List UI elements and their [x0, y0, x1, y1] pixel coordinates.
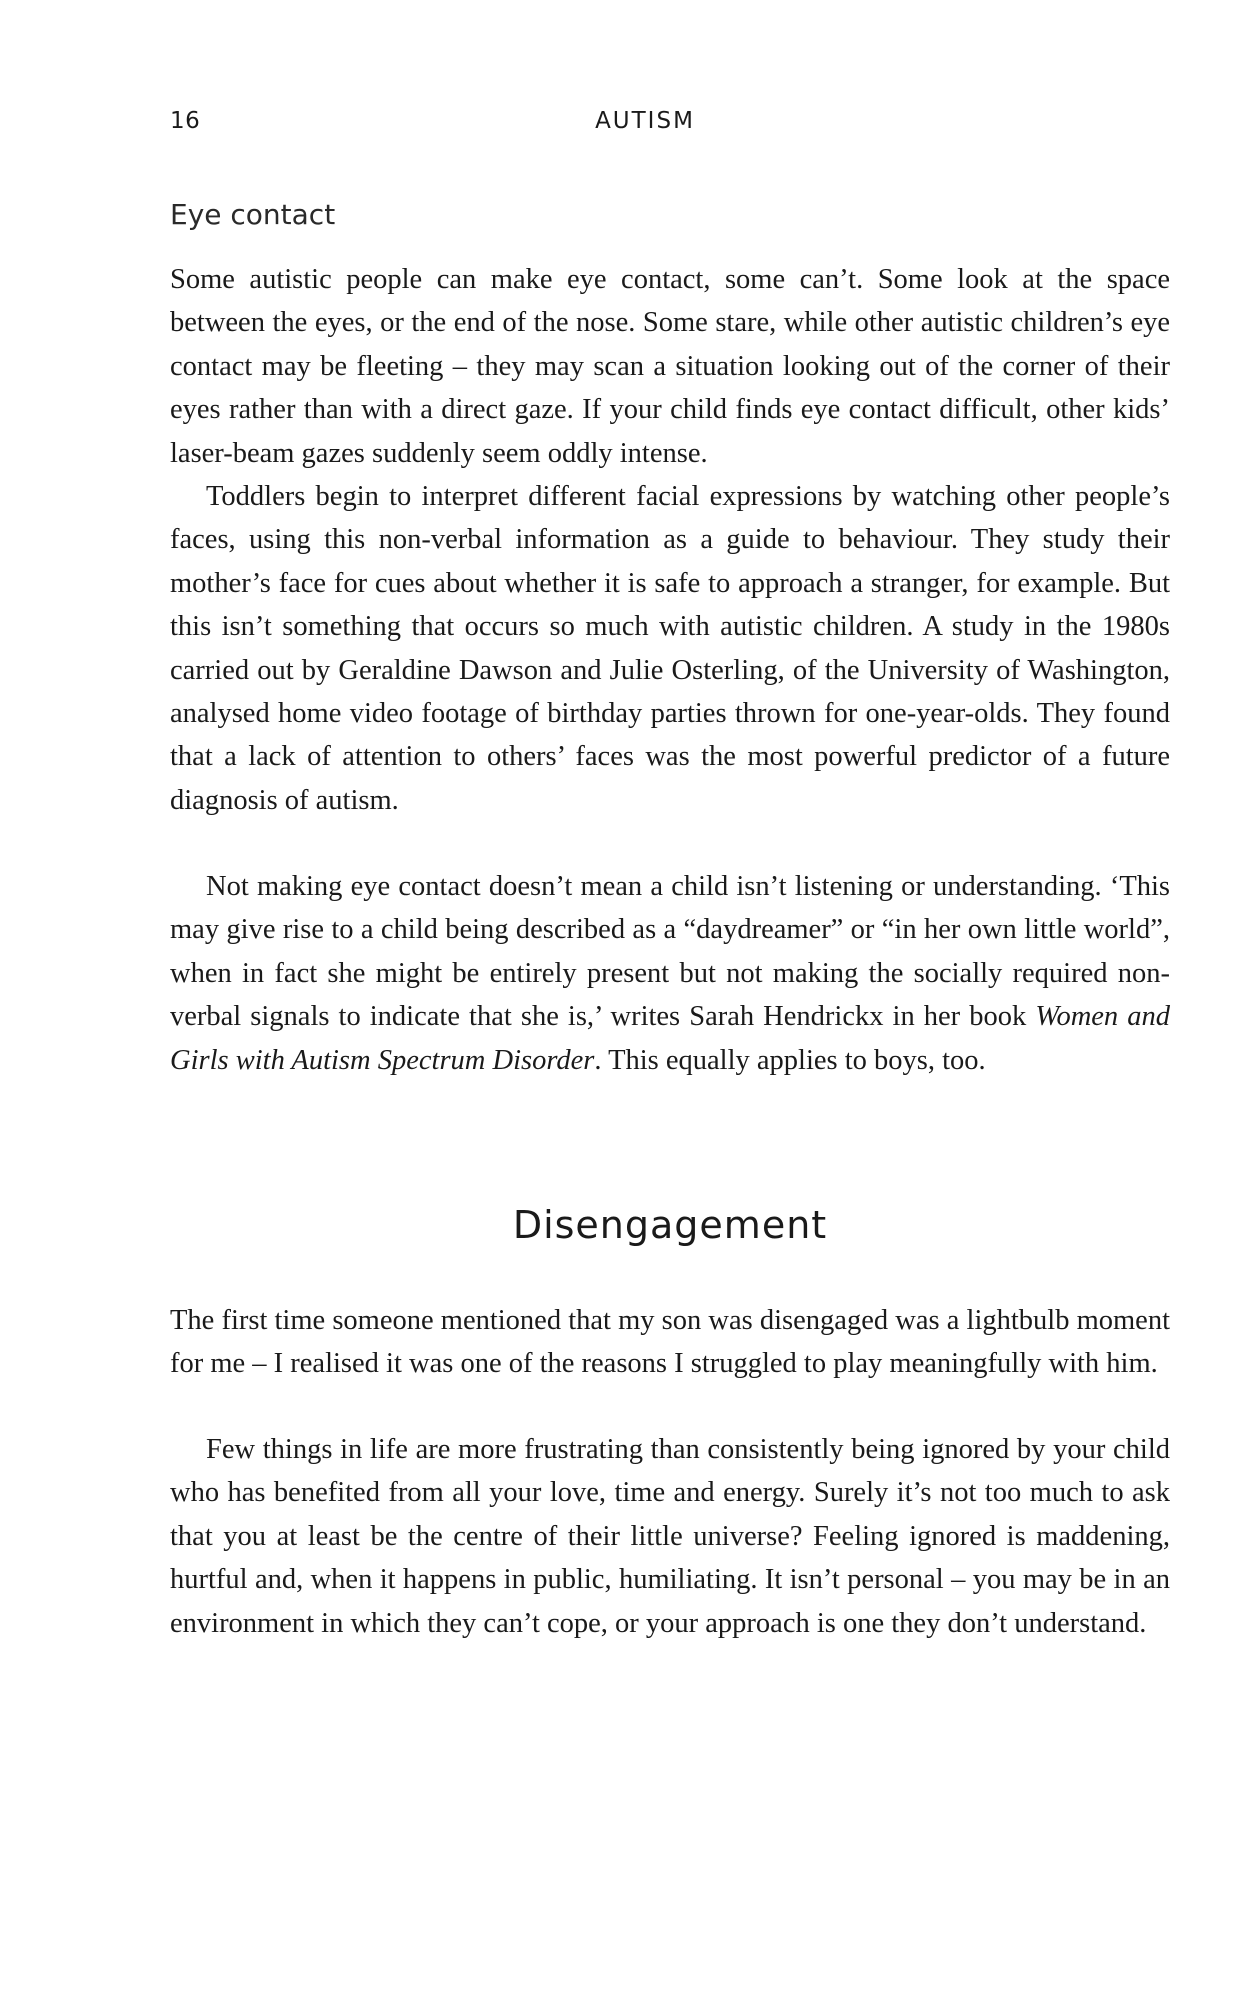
paragraph-text: . This equally applies to boys, too. — [594, 1044, 986, 1076]
page-number: 16 — [170, 108, 201, 134]
paragraph: Some autistic people can make eye contact, some can’t. Some look at the space between the eyes, or the end of the nose. Some stare, while other autistic children’s eye contact may be fleeting – they may scan a situation looking out of the corner of their eyes rather than with a direct gaze. If your child finds eye contact difficult, other kids’ laser-beam gazes suddenly seem oddly intense. — [170, 264, 1170, 469]
heading-disengagement: Disengagement — [512, 1203, 828, 1247]
running-title: AUTISM — [595, 108, 695, 134]
paragraph — [170, 865, 1170, 1082]
paragraph: Few things in life are more frustrating than consistently being ignored by your child who has benefited from all your love, time and energy. Surely it’s not too much to ask that you at least be the centre of their little universe? Feeling ignored is maddening, hurtful and, when it happens in public, humiliating. It isn’t personal – you may be in an environment in which they can’t cope, or your approach is one they don’t understand. — [170, 1434, 1170, 1639]
subheading-eye-contact: Eye contact — [170, 198, 336, 231]
running-header — [170, 108, 1170, 144]
paragraph-text: Not making eye contact doesn’t mean a child isn’t listening or understanding. ‘This may give rise to a child being described as a “daydreamer” or “in her own little world”, when in fact she might be entirely present but not making the socially required non-verbal signals to indicate that she is,’ writes Sarah Hendrickx in her book — [170, 871, 1170, 1033]
book-title: Women and Girls with Autism Spectrum Disorder — [170, 1001, 1171, 1076]
paragraph: Toddlers begin to interpret different facial expressions by watching other people’s faces, using this non-verbal information as a guide to behaviour. They study their mother’s face for cues about whether it is safe to approach a stranger, for example. But this isn’t something that occurs so much with autistic children. A study in the 1980s carried out by Geraldine Dawson and Julie Osterling, of the University of Washington, analysed home video footage of birthday parties thrown for one-year-olds. They found that a lack of attention to others’ faces was the most powerful predictor of a future diagnosis of autism. — [170, 481, 1170, 816]
paragraph: The first time someone mentioned that my son was disengaged was a lightbulb moment for me – I realised it was one of the reasons I struggled to play meaningfully with him. — [170, 1305, 1170, 1380]
